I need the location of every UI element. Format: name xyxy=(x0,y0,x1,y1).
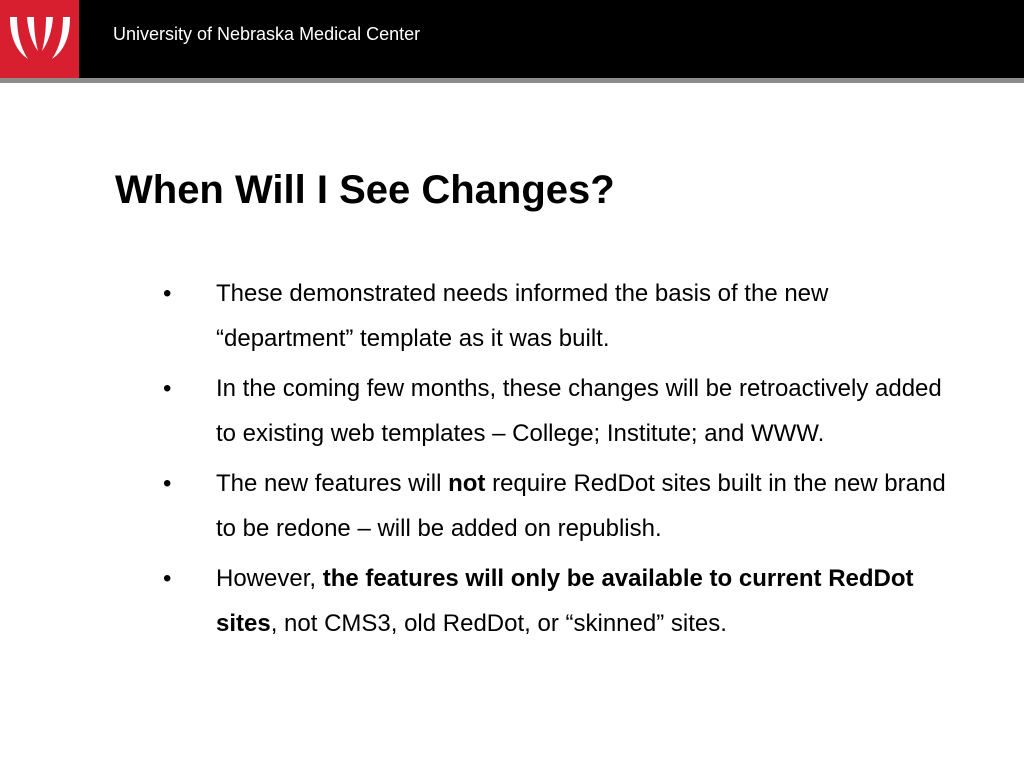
bullet-segment: The new features will xyxy=(216,470,449,497)
header-divider xyxy=(0,78,1024,83)
slide-header xyxy=(0,0,1024,78)
bullet-emphasis: not xyxy=(448,470,486,497)
bullet-marker: • xyxy=(163,280,172,307)
bullet-marker: • xyxy=(163,375,172,402)
bullet-segment: These demonstrated needs informed the basis of the new “department” template as it was built. xyxy=(216,280,829,352)
bullet-text xyxy=(216,470,946,542)
bullet-marker: • xyxy=(163,565,172,592)
bullet-marker: • xyxy=(163,470,172,497)
bullet-item xyxy=(163,557,963,646)
organization-name: University of Nebraska Medical Center xyxy=(113,24,421,44)
bullet-segment: , not CMS3, old RedDot, or “skinned” sites. xyxy=(270,609,727,637)
bullet-segment: In the coming few months, these changes will be retroactively added to existing web templates – College; Institute; and WWW. xyxy=(216,375,942,447)
unmc-logo xyxy=(0,0,79,78)
bullet-text xyxy=(216,375,942,447)
slide-title: When Will I See Changes? xyxy=(115,168,615,212)
bullet-segment: However, xyxy=(216,565,323,592)
bullet-text xyxy=(216,280,828,352)
bullet-text xyxy=(216,565,914,637)
bullet-emphasis: the features will only be available to current RedDot sites xyxy=(216,565,914,637)
bullet-item xyxy=(163,367,963,456)
bullet-list xyxy=(163,272,963,652)
unmc-logo-icon xyxy=(7,15,73,63)
bullet-item xyxy=(163,462,963,551)
bullet-segment: require RedDot sites built in the new brand to be redone – will be added on republish. xyxy=(216,470,946,542)
bullet-item xyxy=(163,272,963,361)
